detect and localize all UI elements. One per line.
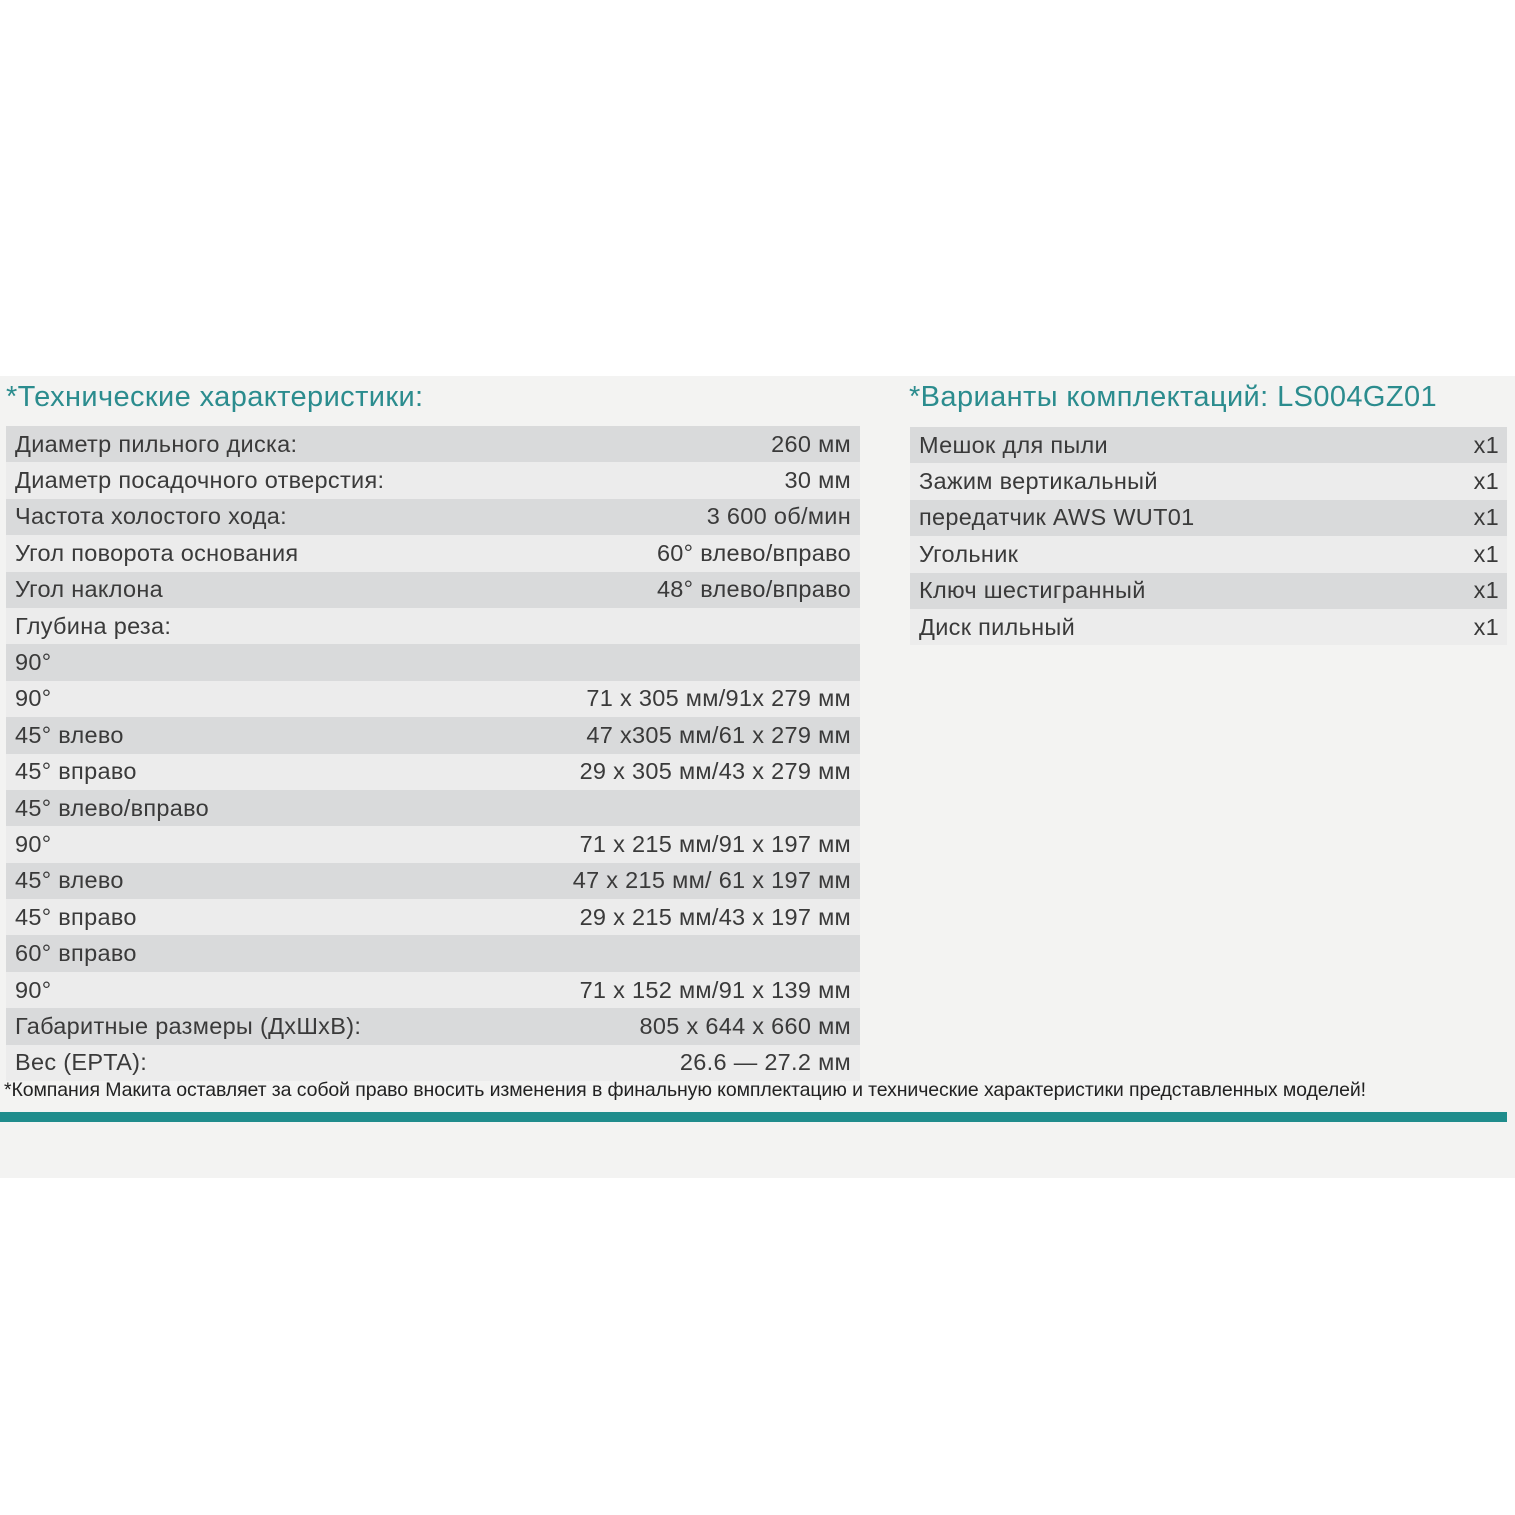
- kit-item-qty: x1: [1473, 613, 1499, 640]
- spec-label: 45° влево: [15, 867, 124, 894]
- spec-row: [6, 1008, 860, 1044]
- kit-row: [910, 573, 1507, 609]
- spec-label: Диаметр пильного диска:: [15, 430, 298, 457]
- spec-value: 29 x 215 мм/43 x 197 мм: [579, 903, 851, 930]
- spec-row: [6, 899, 860, 935]
- spec-row: [6, 644, 860, 680]
- spec-label: Габаритные размеры (ДхШхВ):: [15, 1012, 362, 1039]
- spec-row: [6, 790, 860, 826]
- kit-row: [910, 427, 1507, 463]
- kit-item-label: Ключ шестигранный: [919, 577, 1146, 604]
- kit-item-qty: x1: [1473, 431, 1499, 458]
- spec-value: 60° влево/вправо: [656, 539, 851, 566]
- spec-value: 71 x 215 мм/91 x 197 мм: [579, 830, 851, 857]
- spec-label: Вес (EPTA):: [15, 1049, 148, 1076]
- kit-item-label: Мешок для пыли: [919, 431, 1108, 458]
- spec-row: [6, 681, 860, 717]
- specs-heading: *Технические характеристики:: [6, 381, 424, 413]
- kit-item-label: Угольник: [919, 540, 1019, 567]
- kit-table: [910, 427, 1507, 645]
- spec-row: [6, 826, 860, 862]
- kit-item-label: передатчик AWS WUT01: [919, 504, 1195, 531]
- spec-label: 90°: [15, 976, 52, 1003]
- spec-value: 30 мм: [784, 467, 851, 494]
- spec-label: 45° влево/вправо: [15, 794, 210, 821]
- spec-row: [6, 572, 860, 608]
- spec-label: 60° вправо: [15, 940, 137, 967]
- spec-row: [6, 462, 860, 498]
- kit-item-qty: x1: [1473, 540, 1499, 567]
- spec-value: 47 x305 мм/61 x 279 мм: [586, 721, 851, 748]
- kit-item-qty: x1: [1473, 504, 1499, 531]
- spec-row: [6, 535, 860, 571]
- specs-table: [6, 426, 860, 1081]
- accent-divider: [0, 1112, 1507, 1122]
- spec-value: 805 x 644 x 660 мм: [639, 1012, 851, 1039]
- spec-label: Частота холостого хода:: [15, 503, 287, 530]
- kit-heading: *Варианты комплектаций: LS004GZ01: [909, 381, 1438, 413]
- disclaimer-note: *Компания Макита оставляет за собой право вносить изменения в финальную комплектацию и технические характеристики представленных моделей!: [4, 1079, 1366, 1101]
- spec-row: [6, 935, 860, 971]
- kit-row: [910, 536, 1507, 572]
- spec-value: 71 x 152 мм/91 x 139 мм: [579, 976, 851, 1003]
- kit-item-qty: x1: [1473, 577, 1499, 604]
- kit-item-qty: x1: [1473, 468, 1499, 495]
- spec-row: [6, 426, 860, 462]
- spec-label: 45° влево: [15, 721, 124, 748]
- kit-row: [910, 463, 1507, 499]
- spec-label: 90°: [15, 685, 52, 712]
- spec-value: 48° влево/вправо: [656, 576, 851, 603]
- spec-label: Угол поворота основания: [15, 539, 299, 566]
- spec-row: [6, 863, 860, 899]
- spec-row: [6, 1045, 860, 1081]
- spec-value: 26.6 — 27.2 мм: [679, 1049, 851, 1076]
- spec-row: [6, 717, 860, 753]
- spec-label: 45° вправо: [15, 903, 137, 930]
- kit-row: [910, 609, 1507, 645]
- spec-value: 47 x 215 мм/ 61 x 197 мм: [572, 867, 851, 894]
- spec-label: Диаметр посадочного отверстия:: [15, 467, 385, 494]
- spec-label: Глубина реза:: [15, 612, 172, 639]
- spec-row: [6, 754, 860, 790]
- spec-row: [6, 608, 860, 644]
- kit-item-label: Зажим вертикальный: [919, 468, 1158, 495]
- spec-row: [6, 499, 860, 535]
- kit-row: [910, 500, 1507, 536]
- spec-label: Угол наклона: [15, 576, 164, 603]
- spec-row: [6, 972, 860, 1008]
- spec-value: 260 мм: [771, 430, 851, 457]
- spec-value: 71 x 305 мм/91x 279 мм: [586, 685, 851, 712]
- spec-value: 3 600 об/мин: [706, 503, 851, 530]
- kit-item-label: Диск пильный: [919, 613, 1076, 640]
- spec-label: 90°: [15, 830, 52, 857]
- spec-value: 29 x 305 мм/43 x 279 мм: [579, 758, 851, 785]
- spec-label: 45° вправо: [15, 758, 137, 785]
- spec-label: 90°: [15, 649, 52, 676]
